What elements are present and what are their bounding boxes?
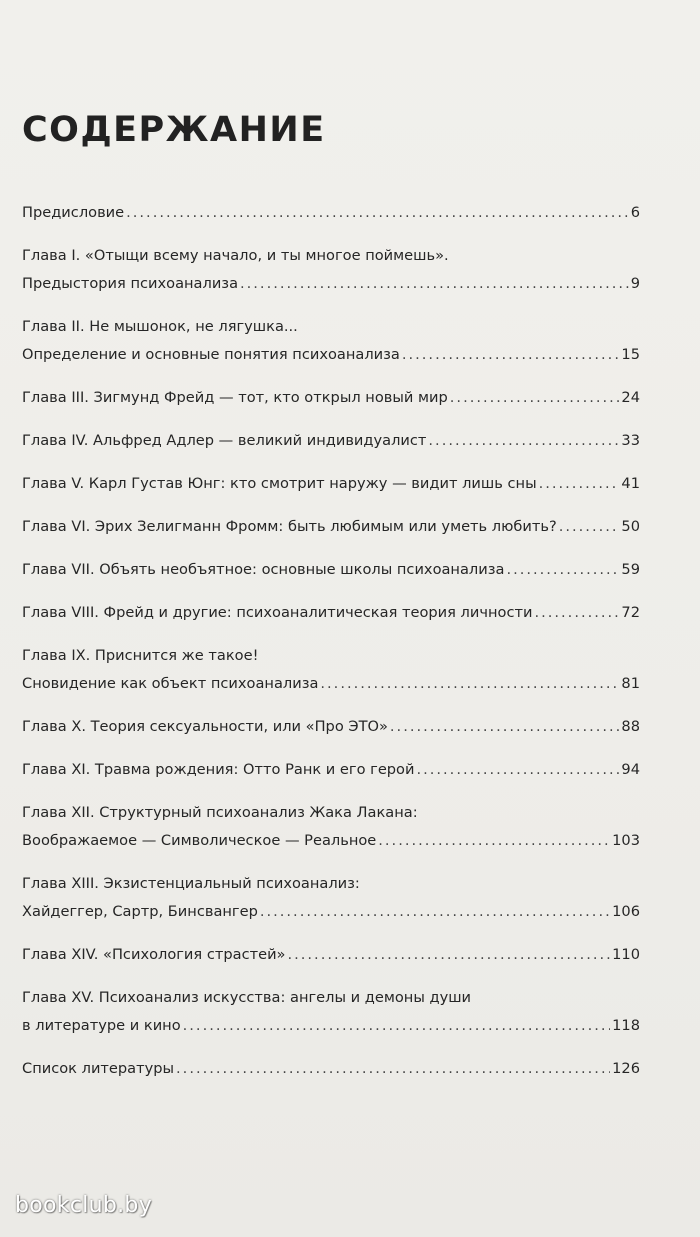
toc-entry [22, 713, 640, 741]
dot-leader [416, 756, 619, 784]
toc-entry-row [22, 941, 640, 969]
page-number: 88 [621, 718, 640, 735]
toc-entry-row [22, 599, 640, 627]
dot-leader [240, 270, 629, 298]
page-number: 50 [621, 518, 640, 535]
toc-entry [22, 642, 640, 698]
dot-leader [539, 470, 620, 498]
toc-entry-title: Глава XI. Травма рождения: Отто Ранк и его герой [22, 761, 415, 778]
toc-entry-title-line: Глава XV. Психоанализ искусства: ангелы и демоны души [22, 989, 472, 1006]
toc-entry-row [22, 827, 640, 855]
page-number: 94 [621, 761, 640, 778]
toc-entry [22, 427, 640, 455]
toc-entry-title-line: Глава II. Не мышонок, не лягушка... [22, 318, 298, 335]
toc-entry-row [22, 199, 640, 227]
toc-entry-title: Глава VI. Эрих Зелигманн Фромм: быть любимым или уметь любить? [22, 518, 557, 535]
toc-entry-title: Глава V. Карл Густав Юнг: кто смотрит наружу — видит лишь сны [22, 475, 537, 492]
toc-entry-title: Глава XIV. «Психология страстей» [22, 946, 286, 963]
toc-entry [22, 756, 640, 784]
toc-entry-row [22, 470, 640, 498]
toc-entry-row [22, 513, 640, 541]
toc-entry [22, 242, 640, 298]
toc-entry-row [22, 1055, 640, 1083]
page-number: 126 [612, 1060, 640, 1077]
toc-entry [22, 941, 640, 969]
page-title: СОДЕРЖАНИЕ [22, 110, 326, 150]
watermark: bookclub.by [15, 1193, 153, 1218]
toc-entry [22, 870, 640, 926]
toc-entry-title: Глава IV. Альфред Адлер — великий индивидуалист [22, 432, 427, 449]
toc-entry-title-line: Глава IX. Приснится же такое! [22, 647, 259, 664]
toc-entry [22, 984, 640, 1040]
toc-entry-title: Глава X. Теория сексуальности, или «Про ЭТО» [22, 718, 388, 735]
dot-leader [450, 384, 620, 412]
toc-entry-title: в литературе и кино [22, 1017, 181, 1034]
toc-entry-title: Хайдеггер, Сартр, Бинсвангер [22, 903, 258, 920]
table-of-contents [22, 199, 640, 1098]
dot-leader [559, 513, 620, 541]
dot-leader [390, 713, 620, 741]
dot-leader [176, 1055, 610, 1083]
toc-entry [22, 556, 640, 584]
page-number: 24 [621, 389, 640, 406]
page-number: 33 [621, 432, 640, 449]
dot-leader [506, 556, 619, 584]
page-number: 15 [621, 346, 640, 363]
toc-entry [22, 199, 640, 227]
toc-entry-row [22, 427, 640, 455]
page-number: 6 [630, 204, 640, 221]
toc-entry-row [22, 756, 640, 784]
page-number: 72 [621, 604, 640, 621]
page-number: 41 [621, 475, 640, 492]
toc-entry [22, 470, 640, 498]
toc-entry-title: Определение и основные понятия психоанализа [22, 346, 400, 363]
page-number: 118 [612, 1017, 640, 1034]
dot-leader [320, 670, 619, 698]
toc-entry-title: Предисловие [22, 204, 125, 221]
toc-entry-title-line: Глава XIII. Экзистенциальный психоанализ: [22, 875, 360, 892]
toc-entry-row [22, 898, 640, 926]
dot-leader [183, 1012, 610, 1040]
toc-entry-title-line: Глава I. «Отыщи всему начало, и ты многое поймешь». [22, 247, 449, 264]
dot-leader [428, 427, 619, 455]
toc-entry-title: Список литературы [22, 1060, 175, 1077]
toc-entry [22, 599, 640, 627]
toc-entry [22, 313, 640, 369]
dot-leader [288, 941, 611, 969]
toc-entry-row [22, 270, 640, 298]
page-number: 9 [630, 275, 640, 292]
toc-entry-title: Глава VIII. Фрейд и другие: психоаналитическая теория личности [22, 604, 533, 621]
toc-entry-row [22, 341, 640, 369]
toc-entry [22, 384, 640, 412]
dot-leader [126, 199, 629, 227]
page-number: 81 [621, 675, 640, 692]
toc-entry-row [22, 670, 640, 698]
dot-leader [260, 898, 610, 926]
toc-entry-row [22, 384, 640, 412]
page-number: 106 [612, 903, 640, 920]
toc-entry-title-line: Глава XII. Структурный психоанализ Жака Лакана: [22, 804, 418, 821]
toc-entry-row [22, 713, 640, 741]
page-number: 59 [621, 561, 640, 578]
page-number: 110 [612, 946, 640, 963]
toc-entry [22, 513, 640, 541]
toc-entry [22, 799, 640, 855]
page-number: 103 [612, 832, 640, 849]
toc-entry-row [22, 556, 640, 584]
toc-entry-title: Глава III. Зигмунд Фрейд — тот, кто открыл новый мир [22, 389, 448, 406]
dot-leader [402, 341, 620, 369]
dot-leader [534, 599, 619, 627]
toc-entry-title: Воображаемое — Символическое — Реальное [22, 832, 377, 849]
toc-entry-row [22, 1012, 640, 1040]
dot-leader [378, 827, 610, 855]
toc-entry-title: Глава VII. Объять необъятное: основные школы психоанализа [22, 561, 505, 578]
toc-entry [22, 1055, 640, 1083]
toc-entry-title: Сновидение как объект психоанализа [22, 675, 319, 692]
toc-entry-title: Предыстория психоанализа [22, 275, 239, 292]
